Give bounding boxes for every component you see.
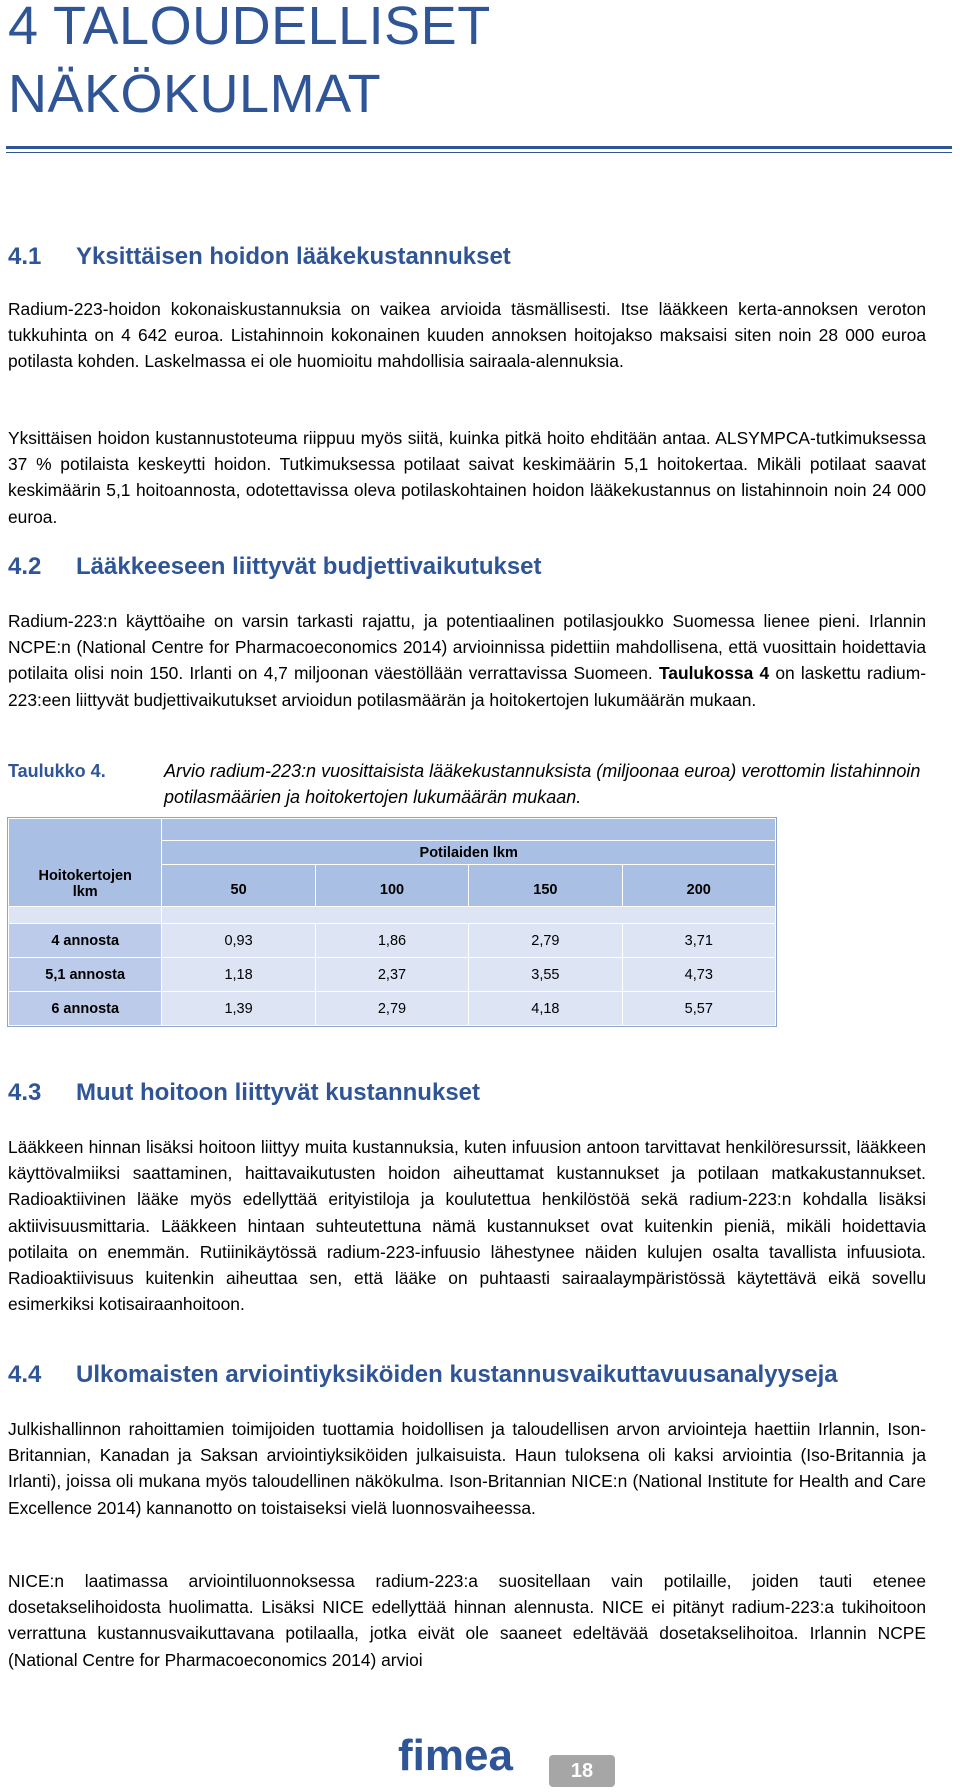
section-number: 4.3 — [8, 1079, 42, 1106]
header-spacer — [162, 819, 776, 841]
table-cell: 4,18 — [469, 992, 622, 1026]
row-header-label-line1: Hoitokertojen — [38, 868, 132, 884]
table-cell: 2,79 — [315, 992, 468, 1026]
section-title: Muut hoitoon liittyvät kustannukset — [76, 1079, 481, 1106]
table-row — [9, 924, 776, 958]
table-cell: 0,93 — [162, 924, 315, 958]
column-header: 100 — [315, 865, 468, 907]
chapter-title-line2: NÄKÖKULMAT — [8, 64, 382, 124]
table-cell: 3,55 — [469, 958, 622, 992]
table-cell: 1,39 — [162, 992, 315, 1026]
paragraph: Radium-223-hoidon kokonaiskustannuksia on vaikea arvioida täsmällisesti. Itse lääkkeen kerta-annoksen veroton tukkuhinta on 4 642 euroa. Listahinnoin kokonainen kuuden annoksen hoitojakso maksaisi siten noin 28 000 euroa potilasta kohden. Laskelmassa ei ole huomioitu mahdollisia sairaala-alennuksia. — [8, 299, 926, 372]
spacer-cell — [162, 907, 776, 924]
column-header: 150 — [469, 865, 622, 907]
section-number: 4.1 — [8, 243, 42, 270]
section-heading-4-4 — [8, 1360, 838, 1390]
table-cell: 2,37 — [315, 958, 468, 992]
spacer-cell — [9, 907, 162, 924]
paragraph-text: on laskettu radium-223:een liittyvät budjettivaikutukset arvioidun potilasmäärän ja hoitokertojen lukumäärän mukaan. — [8, 663, 926, 710]
logo-text: fimea — [398, 1731, 513, 1780]
row-header-label-line2: lkm — [72, 884, 98, 900]
paragraph-text: Radium-223:n käyttöaihe on varsin tarkasti rajattu, ja potentiaalinen potilasjoukko Suomessa lienee pieni. Irlannin NCPE:n (National Centre for Pharmacoeconomics 2014) arvioinnissa pidettiin mahdollisena, että vuosittain hoidettavia potilaita olisi noin 150. Irlanti on 4,7 miljoonan väestöllään verrattavissa Suomeen. — [8, 611, 926, 684]
title-rule-thin — [6, 152, 952, 153]
row-label: 5,1 annosta — [9, 958, 162, 992]
table-row — [9, 958, 776, 992]
table-caption-label: Taulukko 4. — [8, 761, 106, 781]
column-header: 200 — [622, 865, 775, 907]
chapter-title — [8, 0, 908, 128]
section-heading-4-3 — [8, 1078, 480, 1108]
column-group-header: Potilaiden lkm — [162, 841, 776, 865]
section-number: 4.4 — [8, 1361, 42, 1388]
table-reference-link: Taulukossa 4 — [658, 663, 770, 684]
table-cell: 4,73 — [622, 958, 775, 992]
fimea-logo — [396, 1730, 544, 1780]
paragraph: Lääkkeen hinnan lisäksi hoitoon liittyy muita kustannuksia, kuten infuusion antoon tarvittavat henkilöresurssit, lääkkeen käyttövalmiiksi saattaminen, haittavaikutusten hoidon aiheuttamat kustannukset ja potilaan matkakustannukset. Radioaktiivinen lääke myös edellyttää erityistiloja ja koulutettua henkilöstöä sekä radium-223:n kohdalla lisäksi aktiivisuusmittaria. Lääkkeen hintaan suhteutettuna nämä kustannukset ovat kuitenkin pieniä, mikäli hoidettavia potilaita on enemmän. Rutiinikäytössä radium-223-infuusio lähestynee näiden kulujen osalta tavallista infuusiota. Radioaktiivisuus kuitenkin aiheuttaa sen, että lääke on puhtaasti sairaalaympäristössä käytettävä eikä sovellu esimerkiksi kotisairaanhoitoon. — [8, 1137, 926, 1315]
row-label: 4 annosta — [9, 924, 162, 958]
section-title: Ulkomaisten arviointiyksiköiden kustannusvaikuttavuusanalyyseja — [76, 1361, 838, 1388]
table-caption-text: Arvio radium-223:n vuosittaisista lääkekustannuksista (miljoonaa euroa) verottomin listahinnoin potilasmäärien ja hoitokertojen lukumäärän mukaan. — [164, 761, 921, 807]
section-heading-4-2 — [8, 552, 542, 582]
column-header: 50 — [162, 865, 315, 907]
row-label: 6 annosta — [9, 992, 162, 1026]
table-cell: 1,18 — [162, 958, 315, 992]
row-header-label — [9, 819, 162, 907]
section-title: Lääkkeeseen liittyvät budjettivaikutukset — [76, 553, 542, 580]
section-title: Yksittäisen hoidon lääkekustannukset — [76, 243, 511, 270]
table-cell: 2,79 — [469, 924, 622, 958]
paragraph: NICE:n laatimassa arviointiluonnoksessa radium-223:a suositellaan vain potilaille, joiden tauti etenee dosetakselihoidosta huolimatta. Lisäksi NICE edellyttää hinnan alennusta. NICE ei pitänyt radium-223:a tukihoitoon verrattuna kustannusvaikuttavana potilaalla, jotka eivät ole saaneet edeltävää dosetakselihoitoa. Irlannin NCPE (National Centre for Pharmacoeconomics 2014) arvioi — [8, 1571, 926, 1670]
table-row — [9, 992, 776, 1026]
page-number-badge: 18 — [549, 1755, 615, 1787]
section-heading-4-1 — [8, 242, 511, 272]
section-number: 4.2 — [8, 553, 42, 580]
cost-table — [8, 818, 776, 1026]
title-rule — [6, 146, 952, 149]
table-cell: 5,57 — [622, 992, 775, 1026]
chapter-title-line1: 4 TALOUDELLISET — [8, 0, 491, 56]
paragraph: Yksittäisen hoidon kustannustoteuma riippuu myös siitä, kuinka pitkä hoito ehditään antaa. ALSYMPCA-tutkimuksessa 37 % potilaista keskeytti hoidon. Tutkimuksessa potilaat saivat keskimäärin 5,1 hoitokertaa. Mikäli potilaat saavat keskimäärin 5,1 hoitoannosta, odotettavissa oleva potilaskohtainen hoidon lääkekustannus on listahinnoin noin 24 000 euroa. — [8, 428, 926, 527]
paragraph — [8, 608, 926, 713]
table-cell: 3,71 — [622, 924, 775, 958]
paragraph: Julkishallinnon rahoittamien toimijoiden tuottamia hoidollisen ja taloudellisen arvon arviointeja haettiin Irlannin, Ison-Britannian, Kanadan ja Saksan arviointiyksiköiden julkaisuista. Haun tuloksena oli kaksi arviointia (Iso-Britannia ja Irlanti), joissa oli mukana myös taloudellinen näkökulma. Ison-Britannian NICE:n (National Institute for Health and Care Excellence 2014) kannanotto on toistaiseksi vielä luonnosvaiheessa. — [8, 1419, 926, 1518]
table-cell: 1,86 — [315, 924, 468, 958]
